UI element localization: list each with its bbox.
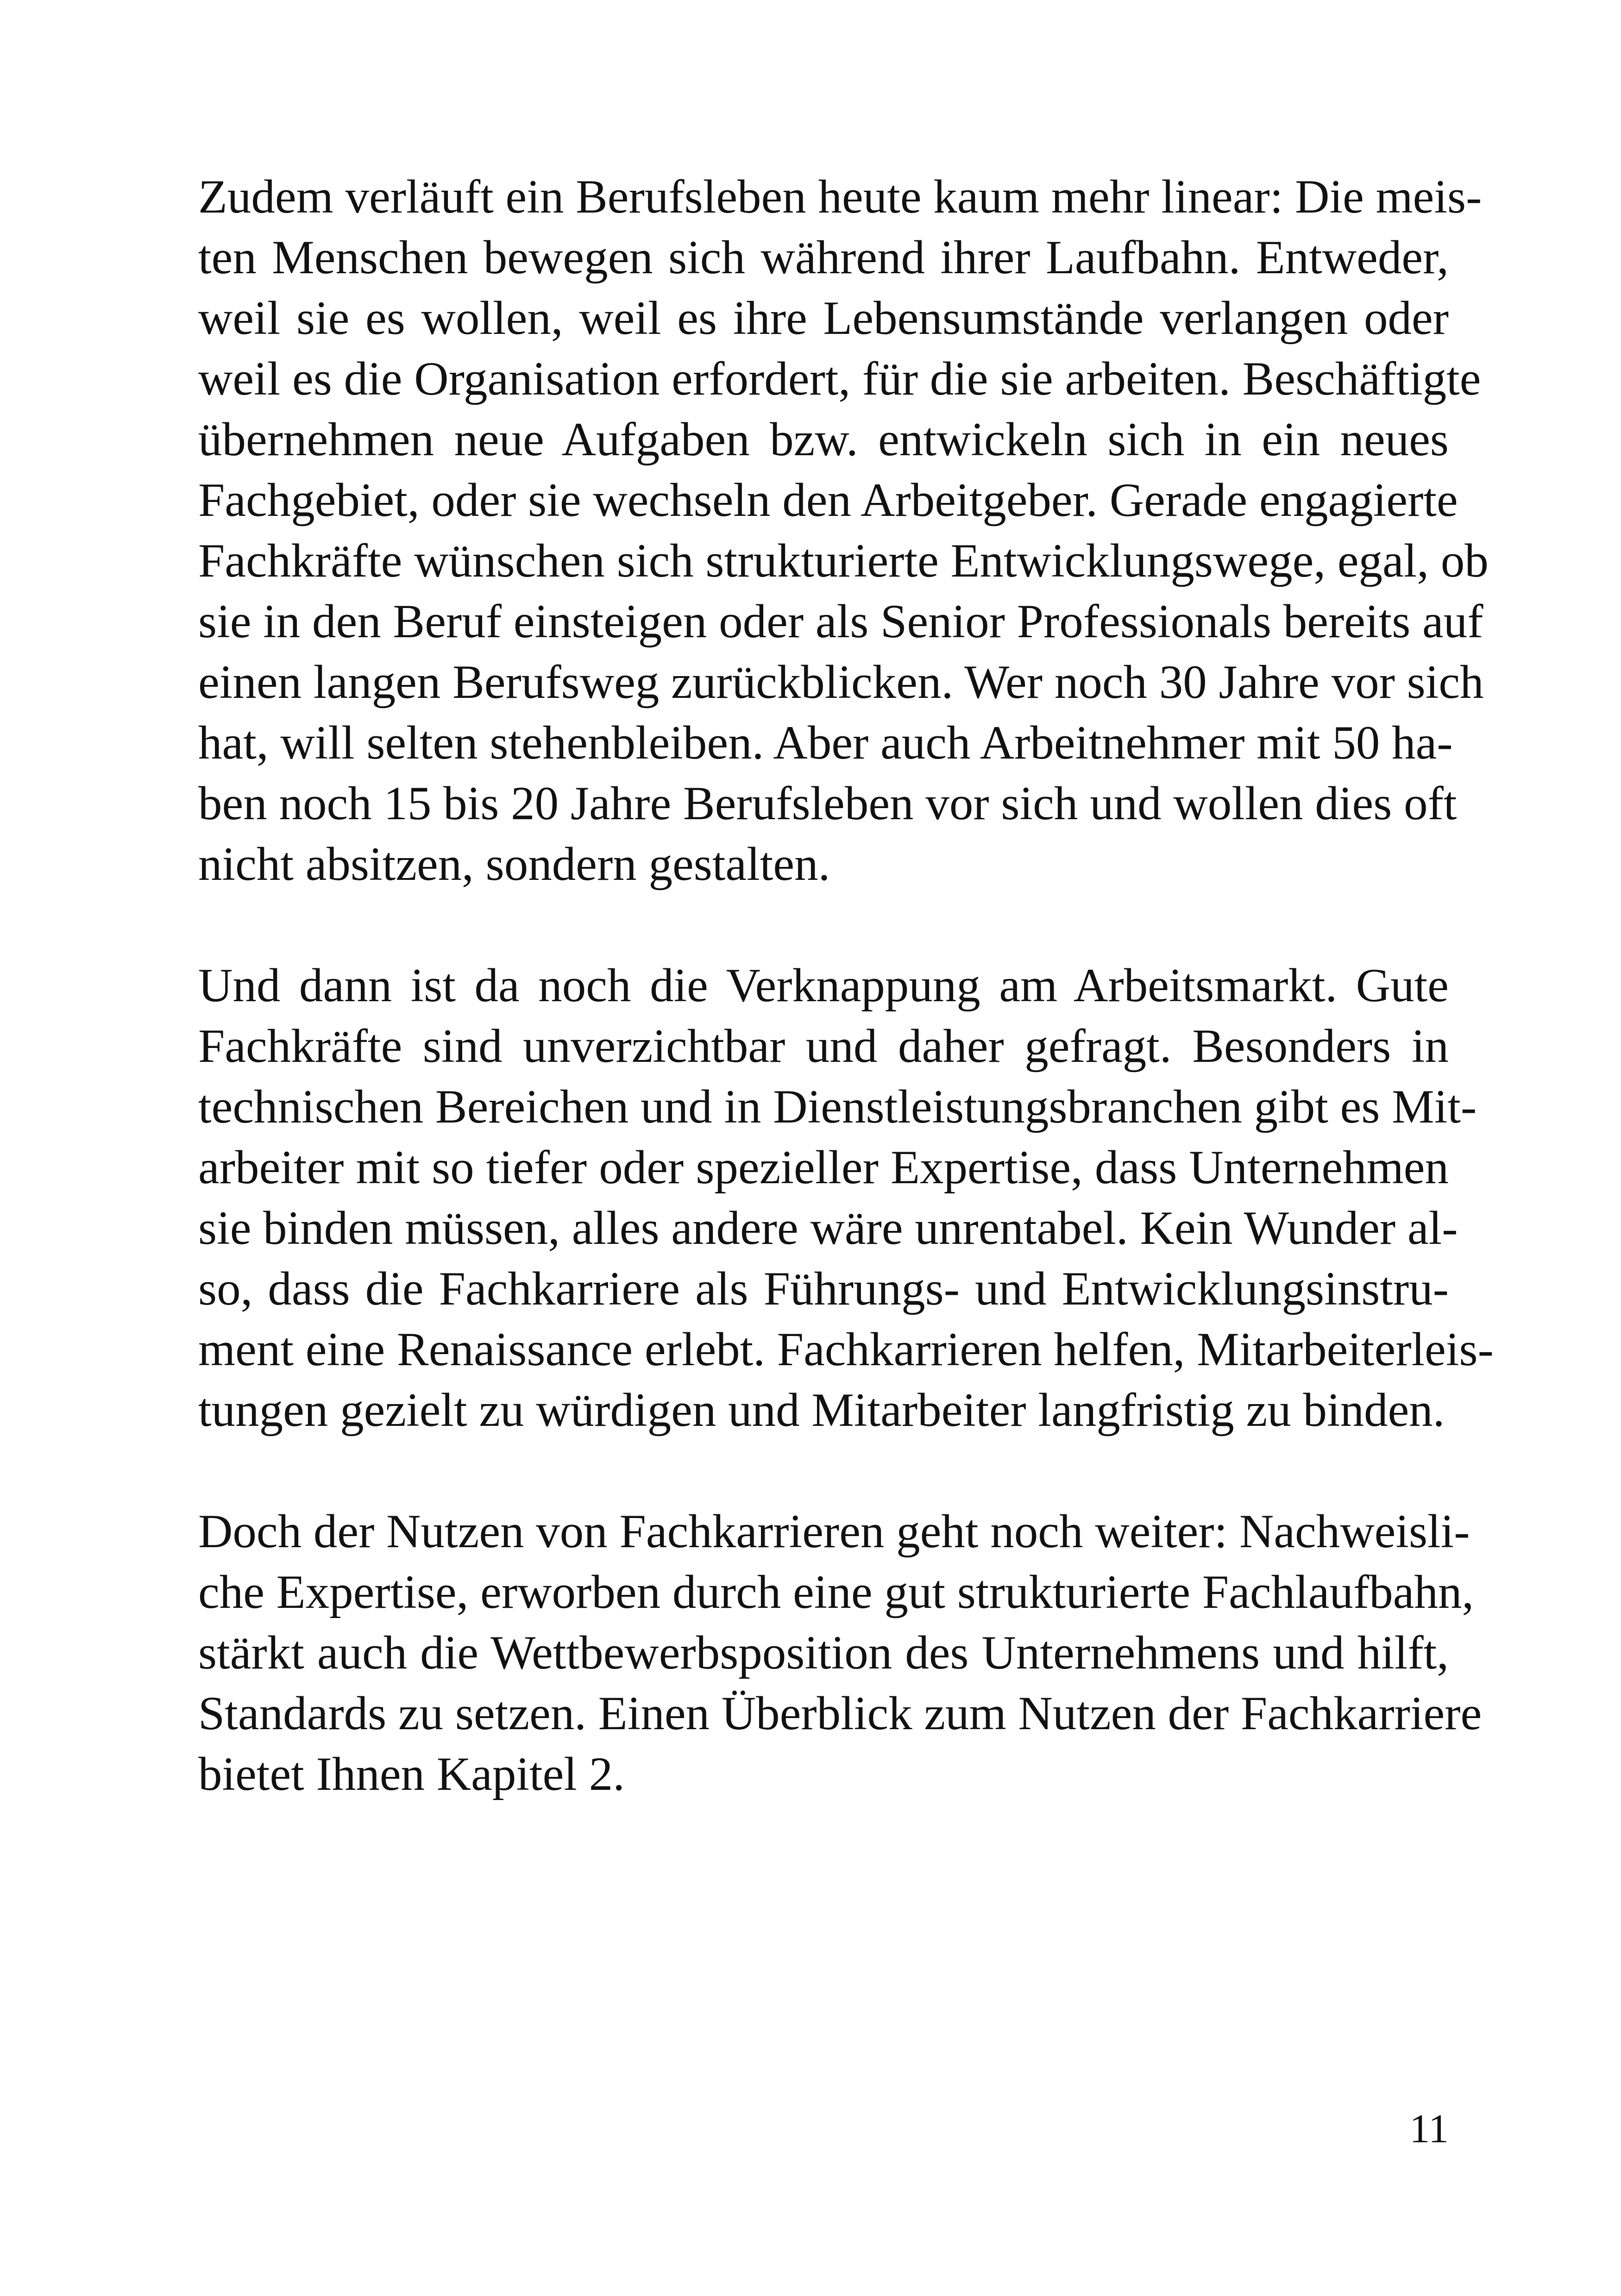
text-line: weil sie es wollen, weil es ihre Lebensumstände verlangen oder: [198, 292, 1449, 345]
paragraph-2: [198, 955, 1494, 1441]
page-number: 11: [1409, 2107, 1449, 2152]
text-line: sie binden müssen, alles andere wäre unrentabel. Kein Wunder al-: [198, 1202, 1458, 1255]
text-line: bietet Ihnen Kapitel 2.: [198, 1748, 625, 1800]
body-text: [198, 167, 1494, 1805]
paragraph-1: [198, 167, 1489, 895]
text-line: Und dann ist da noch die Verknappung am Arbeitsmarkt. Gute: [198, 959, 1449, 1012]
text-line: Fachgebiet, oder sie wechseln den Arbeitgeber. Gerade engagierte: [198, 474, 1458, 527]
paragraph-gap: [198, 1441, 1449, 1501]
text-line: stärkt auch die Wettbewerbsposition des Unternehmens und hilft,: [198, 1626, 1449, 1679]
text-line: Fachkräfte wünschen sich strukturierte Entwicklungswege, egal, ob: [198, 534, 1489, 587]
text-line: übernehmen neue Aufgaben bzw. entwickeln sich in ein neues: [198, 413, 1449, 466]
paragraph-3: [198, 1501, 1482, 1805]
text-line: arbeiter mit so tiefer oder spezieller Expertise, dass Unternehmen: [198, 1141, 1449, 1194]
text-line: Doch der Nutzen von Fachkarrieren geht noch weiter: Nachweisli-: [198, 1505, 1470, 1558]
text-line: weil es die Organisation erfordert, für die sie arbeiten. Beschäftigte: [198, 352, 1481, 405]
text-line: einen langen Berufsweg zurückblicken. Wer noch 30 Jahre vor sich: [198, 656, 1484, 709]
text-line: hat, will selten stehenbleiben. Aber auch Arbeitnehmer mit 50 ha-: [198, 716, 1453, 769]
text-line: Fachkräfte sind unverzichtbar und daher gefragt. Besonders in: [198, 1020, 1449, 1073]
text-line: Zudem verläuft ein Berufsleben heute kaum mehr linear: Die meis-: [198, 170, 1482, 223]
text-line: ten Menschen bewegen sich während ihrer Laufbahn. Entweder,: [198, 231, 1449, 284]
text-line: ben noch 15 bis 20 Jahre Berufsleben vor sich und wollen dies oft: [198, 777, 1457, 830]
text-line: ment eine Renaissance erlebt. Fachkarrieren helfen, Mitarbeiterleis-: [198, 1323, 1494, 1376]
text-line: technischen Bereichen und in Dienstleistungsbranchen gibt es Mit-: [198, 1080, 1477, 1133]
text-line: che Expertise, erworben durch eine gut strukturierte Fachlaufbahn,: [198, 1566, 1474, 1618]
text-line: tungen gezielt zu würdigen und Mitarbeiter langfristig zu binden.: [198, 1384, 1445, 1437]
text-line: sie in den Beruf einsteigen oder als Senior Professionals bereits auf: [198, 595, 1483, 648]
paragraph-gap: [198, 895, 1449, 955]
text-line: nicht absitzen, sondern gestalten.: [198, 838, 830, 891]
text-line: so, dass die Fachkarriere als Führungs- und Entwicklungsinstru-: [198, 1262, 1449, 1315]
text-line: Standards zu setzen. Einen Überblick zum Nutzen der Fachkarriere: [198, 1687, 1482, 1740]
